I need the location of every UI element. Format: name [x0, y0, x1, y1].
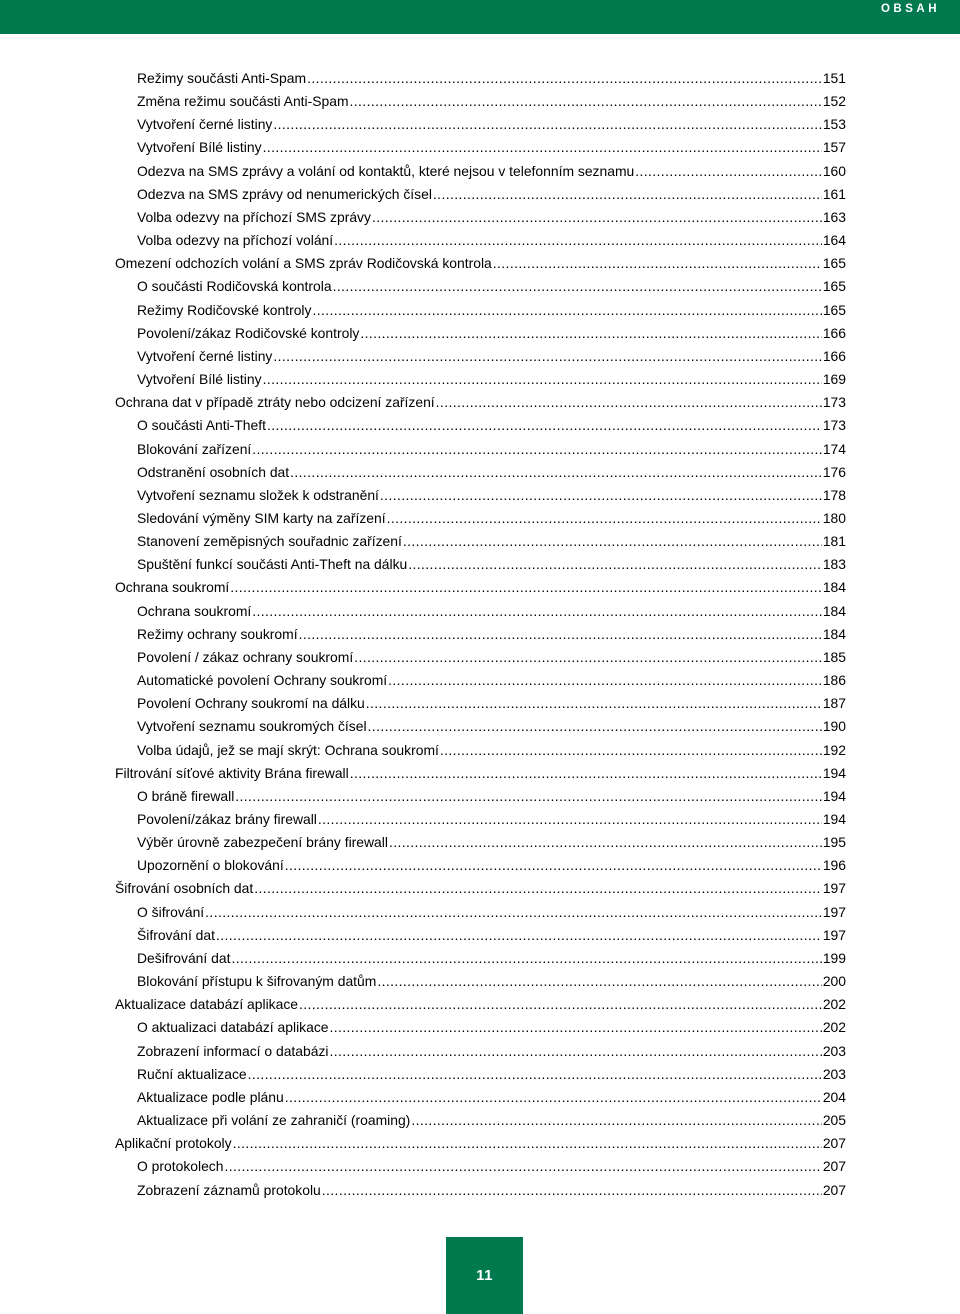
dot-leader — [408, 553, 822, 576]
toc-entry-page: 161 — [822, 185, 846, 202]
toc-entry[interactable] — [0, 646, 846, 669]
toc-entry-title: Ochrana soukromí — [137, 602, 252, 619]
dot-leader — [299, 993, 822, 1016]
toc-entry-page: 202 — [822, 1019, 846, 1036]
toc-entry[interactable] — [0, 183, 846, 206]
toc-entry-page: 186 — [822, 672, 846, 689]
toc-entry-page: 151 — [822, 70, 846, 86]
toc-entry-title: Povolení/zákaz brány firewall — [137, 811, 317, 827]
toc-entry-page: 166 — [822, 347, 846, 364]
toc-entry-page: 181 — [822, 533, 846, 550]
toc-entry[interactable] — [0, 715, 846, 738]
dot-leader — [380, 484, 822, 507]
toc-entry[interactable] — [0, 600, 846, 623]
toc-entry-title: Změna režimu součásti Anti-Spam — [137, 93, 349, 110]
dot-leader — [205, 901, 822, 924]
dot-leader — [350, 762, 822, 785]
toc-entry[interactable] — [0, 345, 846, 368]
toc-entry-title: Vytvoření Bílé listiny — [137, 371, 262, 388]
dot-leader — [433, 183, 822, 206]
toc-entry[interactable] — [0, 438, 846, 461]
toc-entry-title: Dešifrování dat — [137, 949, 231, 966]
toc-entry-page: 200 — [822, 973, 846, 990]
toc-entry[interactable] — [0, 576, 846, 599]
dot-leader — [330, 1040, 822, 1063]
toc-entry[interactable] — [0, 947, 846, 970]
dot-leader — [411, 1109, 822, 1132]
toc-entry[interactable] — [0, 368, 846, 391]
toc-entry-title: Zobrazení informací o databázi — [137, 1042, 329, 1059]
page-number-box — [446, 1237, 523, 1314]
toc-entry[interactable] — [0, 1179, 846, 1202]
toc-entry[interactable] — [0, 1086, 846, 1109]
toc-entry-title: Povolení / zákaz ochrany soukromí — [137, 648, 354, 665]
toc-entry-page: 185 — [822, 648, 846, 665]
toc-entry[interactable] — [0, 391, 846, 414]
toc-entry-title: Režimy součásti Anti-Spam — [137, 70, 307, 86]
toc-entry-title: O šifrování — [137, 903, 205, 920]
toc-entry-page: 195 — [822, 834, 846, 851]
toc-entry[interactable] — [0, 762, 846, 785]
toc-entry-page: 176 — [822, 463, 846, 480]
toc-entry-title: Vytvoření černé listiny — [137, 116, 273, 133]
toc-entry-page: 165 — [822, 301, 846, 318]
toc-entry-title: Vytvoření seznamu složek k odstranění — [137, 486, 379, 503]
toc-entry[interactable] — [0, 414, 846, 437]
dot-leader — [493, 252, 822, 275]
toc-entry-title: Aktualizace databází aplikace — [115, 996, 299, 1013]
toc-entry-title: Šifrování osobních dat — [115, 880, 254, 897]
toc-entry-page: 166 — [822, 324, 846, 341]
toc-entry-page: 180 — [822, 509, 846, 526]
dot-leader — [440, 739, 822, 762]
dot-leader — [273, 113, 821, 136]
toc-entry[interactable] — [0, 484, 846, 507]
toc-entry-title: Ochrana soukromí — [115, 579, 230, 596]
toc-entry-page: 178 — [822, 486, 846, 503]
toc-entry[interactable] — [0, 90, 846, 113]
dot-leader — [230, 576, 822, 599]
toc-entry-page: 157 — [822, 139, 846, 156]
toc-entry-page: 190 — [822, 718, 846, 735]
toc-entry[interactable] — [0, 1109, 846, 1132]
toc-entry[interactable] — [0, 530, 846, 553]
toc-entry-page: 203 — [822, 1065, 846, 1082]
dot-leader — [267, 414, 822, 437]
toc-entry[interactable] — [0, 831, 846, 854]
dot-leader — [252, 600, 822, 623]
dot-leader — [389, 831, 822, 854]
dot-leader — [403, 530, 822, 553]
dot-leader — [350, 90, 822, 113]
dot-leader — [263, 368, 822, 391]
toc-entry[interactable] — [0, 739, 846, 762]
toc-entry[interactable] — [0, 924, 846, 947]
toc-entry[interactable] — [0, 901, 846, 924]
toc-entry[interactable] — [0, 553, 846, 576]
toc-entry[interactable] — [0, 299, 846, 322]
toc-entry-page: 196 — [822, 857, 846, 874]
toc-entry[interactable] — [0, 160, 846, 183]
toc-entry-page: 184 — [822, 579, 846, 596]
dot-leader — [290, 461, 822, 484]
toc-entry-page: 152 — [822, 93, 846, 110]
toc-entry-title: Šifrování dat — [137, 926, 215, 943]
page-title: OBSAH — [880, 3, 940, 15]
dot-leader — [285, 854, 822, 877]
dot-leader — [366, 692, 822, 715]
toc-entry-title: Výběr úrovně zabezpečení brány firewall — [137, 834, 388, 851]
toc-entry-page: 205 — [822, 1112, 846, 1129]
toc-entry-title: Sledování výměny SIM karty na zařízení — [137, 509, 386, 526]
toc-entry-page: 164 — [822, 232, 846, 249]
toc-entry[interactable] — [0, 623, 846, 646]
toc-entry[interactable] — [0, 877, 846, 900]
toc-entry[interactable] — [0, 322, 846, 345]
toc-entry-title: O součásti Anti-Theft — [137, 417, 266, 434]
toc-entry-title: Stanovení zeměpisných souřadnic zařízení — [137, 533, 402, 550]
dot-leader — [330, 1016, 822, 1039]
toc-entry-title: Odezva na SMS zprávy od nenumerických čísel — [137, 185, 432, 202]
toc-entry-title: O aktualizaci databází aplikace — [137, 1019, 329, 1036]
toc-entry-title: Vytvoření černé listiny — [137, 347, 273, 364]
toc-entry[interactable] — [0, 507, 846, 530]
dot-leader — [368, 715, 822, 738]
toc-entry-title: Omezení odchozích volání a SMS zpráv Rodičovská kontrola — [115, 255, 492, 272]
dot-leader — [273, 345, 821, 368]
header-bar — [0, 0, 960, 34]
toc-entry-title: Aplikační protokoly — [115, 1135, 232, 1152]
toc-entry[interactable] — [0, 1040, 846, 1063]
toc-entry-page: 194 — [822, 764, 846, 781]
toc-entry-page: 184 — [822, 625, 846, 642]
dot-leader — [312, 299, 821, 322]
toc-entry[interactable] — [0, 275, 846, 298]
dot-leader — [322, 1179, 822, 1202]
toc-entry-page: 197 — [822, 880, 846, 897]
dot-leader — [354, 646, 822, 669]
toc-entry-title: Blokování zařízení — [137, 440, 252, 457]
toc-entry[interactable] — [0, 785, 846, 808]
toc-entry-page: 183 — [822, 556, 846, 573]
toc-entry-page: 207 — [822, 1158, 846, 1175]
toc-entry-page: 160 — [822, 162, 846, 179]
dot-leader — [263, 136, 822, 159]
dot-leader — [299, 623, 822, 646]
dot-leader — [252, 438, 822, 461]
toc-entry[interactable] — [0, 1132, 846, 1155]
toc-entry-title: O protokolech — [137, 1158, 224, 1175]
toc-entry[interactable] — [0, 1016, 846, 1039]
toc-entry-title: Vytvoření seznamu soukromých čísel — [137, 718, 367, 735]
dot-leader — [360, 322, 821, 345]
dot-leader — [233, 1132, 822, 1155]
toc-entry-title: Volba údajů, jež se mají skrýt: Ochrana soukromí — [137, 741, 439, 758]
toc-entry-page: 197 — [822, 903, 846, 920]
toc-entry-title: Ochrana dat v případě ztráty nebo odcizení zařízení — [115, 394, 435, 411]
dot-leader — [333, 275, 822, 298]
toc-entry[interactable] — [0, 136, 846, 159]
table-of-contents — [0, 67, 960, 1202]
toc-entry-page: 194 — [822, 787, 846, 804]
dot-leader — [224, 1155, 821, 1178]
toc-entry-page: 169 — [822, 371, 846, 388]
dot-leader — [334, 229, 822, 252]
toc-entry[interactable] — [0, 1155, 846, 1178]
toc-entry-title: Blokování přístupu k šifrovaným datům — [137, 973, 377, 990]
dot-leader — [372, 206, 822, 229]
toc-entry-title: Upozornění o blokování — [137, 857, 284, 874]
toc-entry[interactable] — [0, 206, 846, 229]
toc-entry-title: Volba odezvy na příchozí SMS zprávy — [137, 208, 371, 225]
dot-leader — [235, 785, 822, 808]
toc-entry[interactable] — [0, 808, 846, 831]
toc-entry[interactable] — [0, 993, 846, 1016]
toc-entry[interactable] — [0, 252, 846, 275]
dot-leader — [318, 808, 822, 831]
toc-entry-page: 199 — [822, 949, 846, 966]
toc-entry[interactable] — [0, 1063, 846, 1086]
toc-entry-page: 163 — [822, 208, 846, 225]
toc-entry-page: 174 — [822, 440, 846, 457]
toc-entry-page: 207 — [822, 1135, 846, 1152]
toc-entry-page: 204 — [822, 1088, 846, 1105]
toc-entry-title: Povolení Ochrany soukromí na dálku — [137, 695, 365, 712]
toc-entry-page: 165 — [822, 255, 846, 272]
dot-leader — [635, 160, 822, 183]
toc-entry-title: Zobrazení záznamů protokolu — [137, 1181, 321, 1198]
dot-leader — [285, 1086, 822, 1109]
toc-entry[interactable] — [0, 970, 846, 993]
dot-leader — [231, 947, 821, 970]
toc-entry[interactable] — [0, 692, 846, 715]
dot-leader — [387, 507, 822, 530]
toc-entry-title: Volba odezvy na příchozí volání — [137, 232, 334, 249]
toc-entry-title: Povolení/zákaz Rodičovské kontroly — [137, 324, 360, 341]
toc-entry-page: 153 — [822, 116, 846, 133]
toc-entry-page: 173 — [822, 394, 846, 411]
toc-entry-title: Aktualizace podle plánu — [137, 1088, 284, 1105]
dot-leader — [307, 67, 822, 90]
toc-entry[interactable] — [0, 854, 846, 877]
toc-entry-page: 165 — [822, 278, 846, 295]
toc-entry-page: 202 — [822, 996, 846, 1013]
toc-entry-page: 203 — [822, 1042, 846, 1059]
toc-entry-title: Automatické povolení Ochrany soukromí — [137, 672, 388, 689]
toc-entry-title: Filtrování síťové aktivity Brána firewall — [115, 764, 349, 781]
toc-entry-title: Režimy ochrany soukromí — [137, 625, 298, 642]
toc-entry-title: Spuštění funkcí součásti Anti-Theft na dálku — [137, 556, 408, 573]
toc-entry-page: 187 — [822, 695, 846, 712]
toc-entry-page: 197 — [822, 926, 846, 943]
toc-entry-title: Vytvoření Bílé listiny — [137, 139, 262, 156]
toc-entry-page: 173 — [822, 417, 846, 434]
toc-entry[interactable] — [0, 229, 846, 252]
toc-entry-title: Odezva na SMS zprávy a volání od kontaktů, které nejsou v telefonním seznamu — [137, 162, 635, 179]
dot-leader — [388, 669, 822, 692]
toc-entry-page: 194 — [822, 811, 846, 827]
dot-leader — [216, 924, 822, 947]
toc-entry-title: O součásti Rodičovská kontrola — [137, 278, 332, 295]
toc-entry-page: 184 — [822, 602, 846, 619]
dot-leader — [377, 970, 821, 993]
toc-entry[interactable] — [0, 67, 846, 90]
dot-leader — [248, 1063, 822, 1086]
toc-entry[interactable] — [0, 461, 846, 484]
toc-entry-title: Ruční aktualizace — [137, 1065, 247, 1082]
toc-entry[interactable] — [0, 113, 846, 136]
toc-entry-page: 192 — [822, 741, 846, 758]
page-number: 11 — [476, 1267, 493, 1284]
toc-entry-title: Aktualizace při volání ze zahraničí (roaming) — [137, 1112, 411, 1129]
dot-leader — [436, 391, 822, 414]
dot-leader — [254, 877, 822, 900]
toc-entry[interactable] — [0, 669, 846, 692]
toc-entry-title: Režimy Rodičovské kontroly — [137, 301, 312, 318]
toc-entry-title: Odstranění osobních dat — [137, 463, 290, 480]
toc-entry-title: O bráně firewall — [137, 787, 235, 804]
toc-entry-page: 207 — [822, 1181, 846, 1198]
